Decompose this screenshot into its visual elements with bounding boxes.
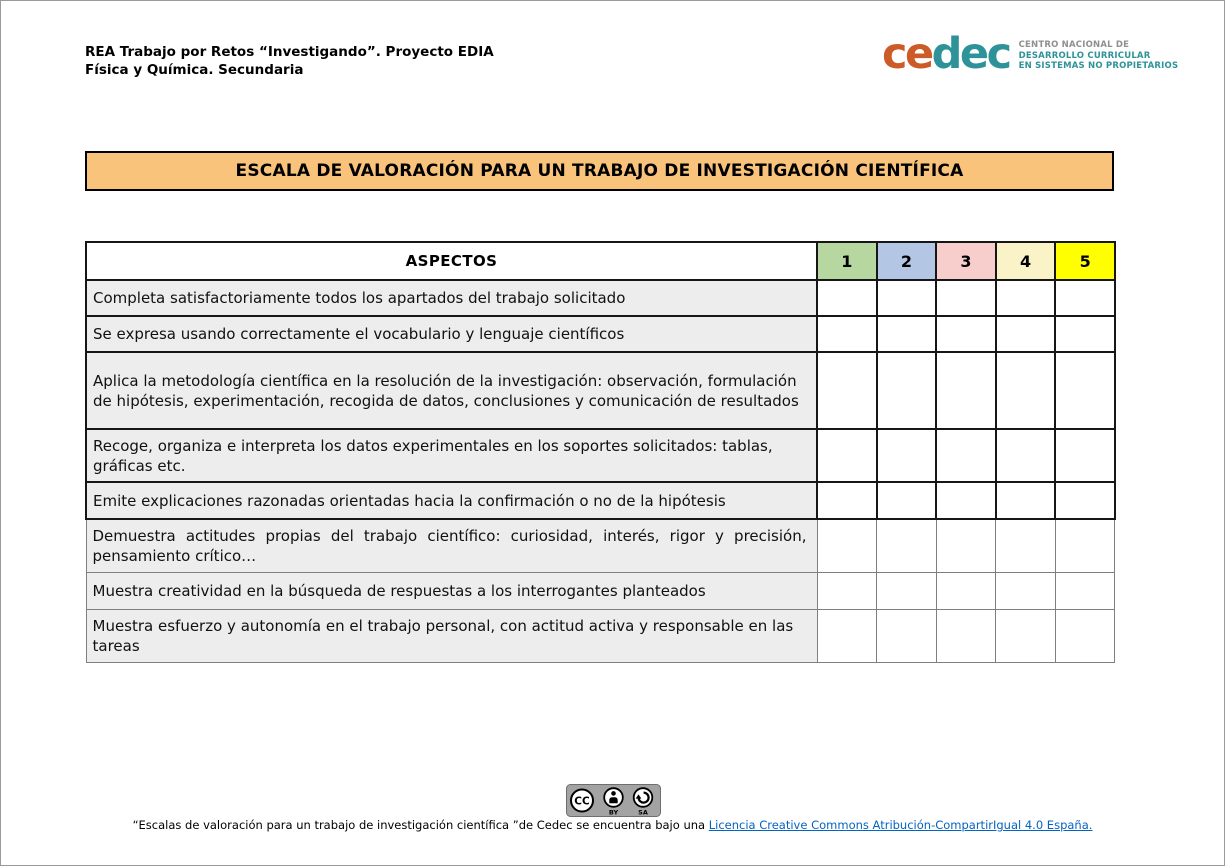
aspect-cell: Muestra creatividad en la búsqueda de respuestas a los interrogantes planteados [86, 572, 817, 609]
cedec-logo [882, 29, 1178, 79]
score-cell [817, 352, 877, 429]
svg-text:SA: SA [638, 808, 648, 817]
table-row [86, 429, 1115, 482]
table-header-row [86, 242, 1115, 280]
document-header [85, 43, 494, 79]
score-cell [996, 572, 1056, 609]
score-cell [996, 609, 1056, 662]
project-title-line2: Física y Química. Secundaria [85, 62, 304, 78]
aspect-cell: Emite explicaciones razonadas orientadas hacia la confirmación o no de la hipótesis [86, 482, 817, 519]
score-cell [996, 316, 1056, 352]
logo-dec: dec [931, 29, 1010, 79]
score-cell [877, 572, 937, 609]
aspect-cell: Muestra esfuerzo y autonomía en el trabajo personal, con actitud activa y responsable en las tareas [86, 609, 817, 662]
score-cell [817, 572, 877, 609]
score-cell [877, 352, 937, 429]
score-header-1: 1 [817, 242, 877, 280]
aspect-cell: Se expresa usando correctamente el vocabulario y lenguaje científicos [86, 316, 817, 352]
cedec-logo-wordmark [882, 29, 1010, 79]
score-header-4: 4 [996, 242, 1056, 280]
aspects-column-header: ASPECTOS [86, 242, 817, 280]
aspect-cell: Completa satisfactoriamente todos los apartados del trabajo solicitado [86, 280, 817, 316]
score-cell [1055, 280, 1115, 316]
score-cell [877, 316, 937, 352]
logo-ce: ce [882, 29, 932, 79]
table-row [86, 352, 1115, 429]
score-cell [817, 280, 877, 316]
score-cell [1055, 482, 1115, 519]
table-row [86, 519, 1115, 572]
score-header-2: 2 [877, 242, 937, 280]
score-cell [1055, 316, 1115, 352]
score-cell [817, 429, 877, 482]
score-cell [936, 429, 996, 482]
score-cell [877, 519, 937, 572]
score-cell [817, 519, 877, 572]
aspect-cell: Demuestra actitudes propias del trabajo científico: curiosidad, interés, rigor y precisión, pensamiento crítico… [86, 519, 817, 572]
table-row [86, 280, 1115, 316]
project-title-line1: REA Trabajo por Retos “Investigando”. Proyecto EDIA [85, 44, 494, 60]
license-statement [1, 818, 1224, 833]
cc-license-badge [566, 784, 661, 817]
score-cell [996, 429, 1056, 482]
table-row [86, 316, 1115, 352]
score-cell [877, 609, 937, 662]
score-cell [877, 280, 937, 316]
score-cell [936, 280, 996, 316]
rubric-table [85, 241, 1116, 663]
score-header-5: 5 [1055, 242, 1115, 280]
tagline-line2: DESARROLLO CURRICULAR [1018, 50, 1151, 61]
score-cell [936, 609, 996, 662]
score-header-3: 3 [936, 242, 996, 280]
cc-icon [571, 790, 593, 812]
score-cell [1055, 352, 1115, 429]
table-row [86, 482, 1115, 519]
aspect-cell: Recoge, organiza e interpreta los datos experimentales en los soportes solicitados: tablas, gráficas etc. [86, 429, 817, 482]
score-cell [936, 352, 996, 429]
table-row [86, 572, 1115, 609]
score-cell [1055, 609, 1115, 662]
score-cell [1055, 572, 1115, 609]
score-cell [936, 519, 996, 572]
cedec-logo-tagline [1019, 40, 1179, 72]
score-cell [996, 482, 1056, 519]
score-cell [996, 352, 1056, 429]
license-link[interactable]: Licencia Creative Commons Atribución-CompartirIgual 4.0 España. [708, 818, 1093, 832]
score-cell [877, 429, 937, 482]
tagline-line1: CENTRO NACIONAL DE [1018, 40, 1130, 50]
score-cell [936, 482, 996, 519]
score-cell [936, 572, 996, 609]
score-cell [996, 519, 1056, 572]
license-text: “Escalas de valoración para un trabajo de investigación científica ”de Cedec se encuentra bajo una [132, 818, 709, 832]
score-cell [817, 482, 877, 519]
score-cell [936, 316, 996, 352]
aspect-cell: Aplica la metodología científica en la resolución de la investigación: observación, formulación de hipótesis, experimentación, recogida de datos, conclusiones y comunicación de resultados [86, 352, 817, 429]
svg-text:CC: CC [574, 795, 590, 808]
score-cell [1055, 429, 1115, 482]
score-cell [996, 280, 1056, 316]
score-cell [817, 316, 877, 352]
score-cell [817, 609, 877, 662]
svg-text:BY: BY [608, 808, 619, 817]
page-title: ESCALA DE VALORACIÓN PARA UN TRABAJO DE INVESTIGACIÓN CIENTÍFICA [85, 151, 1114, 191]
score-cell [1055, 519, 1115, 572]
score-cell [877, 482, 937, 519]
tagline-line3: EN SISTEMAS NO PROPIETARIOS [1018, 61, 1179, 71]
table-row [86, 609, 1115, 662]
